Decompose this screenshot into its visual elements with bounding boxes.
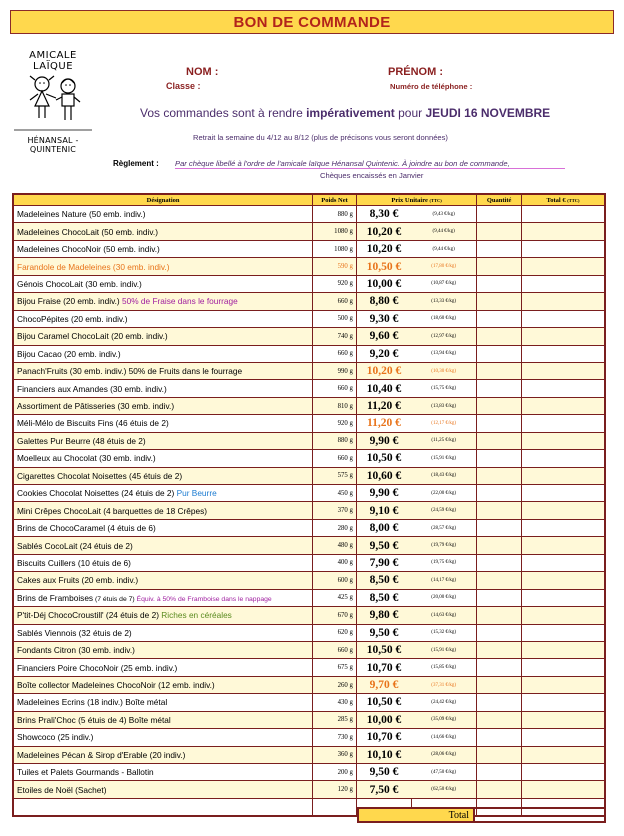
table-row [13,397,605,414]
line-total-cell[interactable] [522,746,605,763]
line-total-cell[interactable] [522,467,605,484]
product-name: Madeleines Nature (50 emb. indiv.) [13,206,313,223]
product-name: Assortiment de Pâtisseries (30 emb. indiv.) [13,397,313,414]
product-name: Fondants Citron (30 emb. indiv.) [13,641,313,658]
table-row [13,711,605,728]
line-total-cell[interactable] [522,519,605,536]
unit-price: 10,70 € [356,729,411,746]
unit-price: 8,50 € [356,589,411,606]
product-weight: 480 g [313,537,357,554]
product-name: Boîte collector Madeleines ChocoNoir (12 emb. indiv.) [13,676,313,693]
quantity-cell[interactable] [477,397,522,414]
product-weight: 1080 g [313,223,357,240]
quantity-cell[interactable] [477,415,522,432]
line-total-cell[interactable] [522,415,605,432]
pickup-info: Retrait la semaine du 4/12 au 8/12 (plus de précisons vous seront données) [193,133,448,142]
classe-label: Classe : [166,81,201,91]
line-total-cell[interactable] [522,607,605,624]
table-row [13,362,605,379]
unit-price: 9,50 € [356,537,411,554]
unit-price: 9,80 € [356,607,411,624]
product-name: Brins de Framboises (7 étuis de 7) Équiv. à 50% de Framboise dans le nappage [13,589,313,606]
product-name: Madeleines ChocoNoir (50 emb. indiv.) [13,240,313,257]
product-name: Cakes aux Fruits (20 emb. indiv.) [13,572,313,589]
price-per-kg: (15,32 €/kg) [411,624,477,641]
unit-price: 11,20 € [356,397,411,414]
product-weight: 730 g [313,729,357,746]
product-name: Financiers Poire ChocoNoir (25 emb. indiv.) [13,659,313,676]
price-per-kg: (15,85 €/kg) [411,659,477,676]
price-per-kg: (47,50 €/kg) [411,764,477,781]
product-weight: 660 g [313,293,357,310]
product-weight: 370 g [313,502,357,519]
product-name: Biscuits Cuillers (10 étuis de 6) [13,554,313,571]
unit-price: 10,70 € [356,659,411,676]
product-weight: 120 g [313,781,357,798]
product-weight: 425 g [313,589,357,606]
product-weight: 200 g [313,764,357,781]
price-per-kg: (13,33 €/kg) [411,293,477,310]
product-name: Brins Prali'Choc (5 étuis de 4) Boîte métal [13,711,313,728]
quantity-cell[interactable] [477,519,522,536]
line-total-cell[interactable] [522,624,605,641]
col-poids: Poids Net [313,194,357,206]
unit-price: 7,50 € [356,781,411,798]
product-weight: 620 g [313,624,357,641]
notice-text-2: pour [394,106,426,120]
notice-text-1: Vos commandes sont à rendre [140,106,307,120]
product-name: Panach'Fruits (30 emb. indiv.) 50% de Fruits dans le fourrage [13,362,313,379]
product-weight: 660 g [313,450,357,467]
col-total: Total € (TTC) [522,194,605,206]
line-total-cell[interactable] [522,240,605,257]
product-name: ChocoPépites (20 emb. indiv.) [13,310,313,327]
unit-price: 10,50 € [356,258,411,275]
table-row [13,746,605,763]
price-per-kg: (18,43 €/kg) [411,467,477,484]
line-total-cell[interactable] [522,729,605,746]
table-header [13,194,605,206]
line-total-cell[interactable] [522,485,605,502]
line-total-cell[interactable] [522,275,605,292]
line-total-cell[interactable] [522,502,605,519]
product-weight: 280 g [313,519,357,536]
price-per-kg: (35,09 €/kg) [411,711,477,728]
product-weight: 285 g [313,711,357,728]
line-total-cell[interactable] [522,764,605,781]
price-per-kg: (28,57 €/kg) [411,519,477,536]
quantity-cell[interactable] [477,450,522,467]
col-designation: Désignation [13,194,313,206]
quantity-cell[interactable] [477,746,522,763]
quantity-cell[interactable] [477,729,522,746]
table-row [13,572,605,589]
price-per-kg: (14,66 €/kg) [411,729,477,746]
telephone-label: Numéro de téléphone : [390,82,473,91]
quantity-cell[interactable] [477,380,522,397]
col-prix: Prix Unitaire (TTC) [356,194,476,206]
quantity-cell[interactable] [477,432,522,449]
table-row [13,537,605,554]
product-name: Génois ChocoLait (30 emb. indiv.) [13,275,313,292]
line-total-cell[interactable] [522,432,605,449]
line-total-cell[interactable] [522,310,605,327]
unit-price: 10,50 € [356,450,411,467]
table-row [13,293,605,310]
price-per-kg: (28,06 €/kg) [411,746,477,763]
product-name: Showcoco (25 indiv.) [13,729,313,746]
price-per-kg: (19,75 €/kg) [411,554,477,571]
line-total-cell[interactable] [522,345,605,362]
table-row [13,502,605,519]
product-weight: 670 g [313,607,357,624]
line-total-cell[interactable] [522,397,605,414]
product-weight: 1080 g [313,240,357,257]
table-row [13,554,605,571]
quantity-cell[interactable] [477,293,522,310]
quantity-cell[interactable] [477,641,522,658]
product-name: Sablés CocoLait (24 étuis de 2) [13,537,313,554]
price-per-kg: (15,75 €/kg) [411,380,477,397]
unit-price: 9,50 € [356,764,411,781]
quantity-cell[interactable] [477,624,522,641]
quantity-cell[interactable] [477,310,522,327]
line-total-cell[interactable] [522,781,605,798]
unit-price: 8,00 € [356,519,411,536]
quantity-cell[interactable] [477,362,522,379]
line-total-cell[interactable] [522,694,605,711]
table-row [13,275,605,292]
table-row [13,519,605,536]
price-per-kg: (18,60 €/kg) [411,310,477,327]
unit-price: 8,80 € [356,293,411,310]
product-weight: 590 g [313,258,357,275]
product-weight: 260 g [313,676,357,693]
unit-price: 9,50 € [356,624,411,641]
payment-label: Règlement : [113,159,159,168]
table-row [13,624,605,641]
line-total-cell[interactable] [522,293,605,310]
notice-emphasis: impérativement [306,106,395,120]
product-name: Madeleines Ecrins (18 indiv.) Boîte métal [13,694,313,711]
product-weight: 450 g [313,485,357,502]
price-per-kg: (13,94 €/kg) [411,345,477,362]
payment-instructions: Par chèque libellé à l'ordre de l'amicale laïque Hénansal Quintenic. À joindre au bon de commande, [175,159,565,169]
unit-price: 10,20 € [356,240,411,257]
quantity-cell[interactable] [477,764,522,781]
quantity-cell[interactable] [477,781,522,798]
line-total-cell[interactable] [522,380,605,397]
quantity-cell[interactable] [477,485,522,502]
price-per-kg: (24,59 €/kg) [411,502,477,519]
unit-price: 9,60 € [356,328,411,345]
product-name: Tuiles et Palets Gourmands - Ballotin [13,764,313,781]
quantity-cell[interactable] [477,467,522,484]
product-name: Farandole de Madeleines (30 emb. indiv.) [13,258,313,275]
price-per-kg: (14,63 €/kg) [411,607,477,624]
line-total-cell[interactable] [522,328,605,345]
children-drawing-icon [10,50,96,140]
product-name: Moelleux au Chocolat (30 emb. indiv.) [13,450,313,467]
product-name: Cookies Chocolat Noisettes (24 étuis de 2) Pur Beurre [13,485,313,502]
quantity-cell[interactable] [477,223,522,240]
table-row [13,694,605,711]
unit-price: 10,20 € [356,223,411,240]
quantity-cell[interactable] [477,676,522,693]
product-name: Galettes Pur Beurre (48 étuis de 2) [13,432,313,449]
product-name: Bijou Cacao (20 emb. indiv.) [13,345,313,362]
table-row [13,764,605,781]
quantity-cell[interactable] [477,554,522,571]
table-row [13,258,605,275]
unit-price: 8,50 € [356,572,411,589]
table-row [13,589,605,606]
price-per-kg: (10,30 €/kg) [411,362,477,379]
quantity-cell[interactable] [477,258,522,275]
quantity-cell[interactable] [477,502,522,519]
product-weight: 500 g [313,310,357,327]
table-row [13,328,605,345]
line-total-cell[interactable] [522,711,605,728]
table-row [13,676,605,693]
quantity-cell[interactable] [477,345,522,362]
prenom-label: PRÉNOM : [388,66,443,78]
price-per-kg: (13,83 €/kg) [411,397,477,414]
unit-price: 10,50 € [356,641,411,658]
table-row [13,240,605,257]
quantity-cell[interactable] [477,659,522,676]
quantity-cell[interactable] [477,589,522,606]
line-total-cell[interactable] [522,537,605,554]
quantity-cell[interactable] [477,206,522,223]
line-total-cell[interactable] [522,676,605,693]
unit-price: 9,90 € [356,432,411,449]
price-per-kg: (62,50 €/kg) [411,781,477,798]
unit-price: 10,20 € [356,362,411,379]
table-row [13,415,605,432]
product-name: Mini Crêpes ChocoLait (4 barquettes de 18 Crêpes) [13,502,313,519]
logo-bottom-text: HÉNANSAL - QUINTENIC [27,136,79,154]
unit-price: 10,10 € [356,746,411,763]
order-form-title [10,10,614,34]
quantity-cell[interactable] [477,537,522,554]
product-name: Brins de ChocoCaramel (4 étuis de 6) [13,519,313,536]
product-weight: 880 g [313,432,357,449]
col-quantite: Quantité [477,194,522,206]
quantity-cell[interactable] [477,572,522,589]
payment-cashing-note: Chèques encaissés en Janvier [320,171,424,180]
price-per-kg: (15,91 €/kg) [411,641,477,658]
quantity-cell[interactable] [477,694,522,711]
notice-date: JEUDI 16 NOVEMBRE [425,106,551,120]
table-row [13,659,605,676]
line-total-cell[interactable] [522,572,605,589]
price-per-kg: (20,00 €/kg) [411,589,477,606]
unit-price: 11,20 € [356,415,411,432]
table-row [13,432,605,449]
product-weight: 920 g [313,275,357,292]
title-text: BON DE COMMANDE [233,13,391,31]
unit-price: 10,00 € [356,275,411,292]
price-per-kg: (15,91 €/kg) [411,450,477,467]
table-row [13,345,605,362]
line-total-cell[interactable] [522,554,605,571]
product-weight: 660 g [313,345,357,362]
product-name: Cigarettes Chocolat Noisettes (45 étuis de 2) [13,467,313,484]
line-total-cell[interactable] [522,659,605,676]
empty-cell [13,798,313,816]
unit-price: 10,60 € [356,467,411,484]
unit-price: 10,50 € [356,694,411,711]
product-weight: 430 g [313,694,357,711]
product-name: Bijou Caramel ChocoLait (20 emb. indiv.) [13,328,313,345]
table-row [13,641,605,658]
product-weight: 920 g [313,415,357,432]
table-row [13,206,605,223]
product-name: Madeleines ChocoLait (50 emb. indiv.) [13,223,313,240]
price-per-kg: (9,44 €/kg) [411,223,477,240]
product-name: Etoiles de Noël (Sachet) [13,781,313,798]
unit-price: 9,70 € [356,676,411,693]
price-per-kg: (17,80 €/kg) [411,258,477,275]
total-row [357,807,606,823]
line-total-cell[interactable] [522,223,605,240]
table-row [13,781,605,798]
unit-price: 9,20 € [356,345,411,362]
line-total-cell[interactable] [522,641,605,658]
table-row [13,223,605,240]
quantity-cell[interactable] [477,607,522,624]
price-per-kg: (22,00 €/kg) [411,485,477,502]
price-per-kg: (37,31 €/kg) [411,676,477,693]
product-name: Méli-Mélo de Biscuits Fins (46 étuis de 2) [13,415,313,432]
product-weight: 660 g [313,641,357,658]
empty-cell [313,798,357,816]
product-name: Madeleines Pécan & Sirop d'Erable (20 indiv.) [13,746,313,763]
product-weight: 600 g [313,572,357,589]
deadline-notice [140,106,550,120]
product-name: P'tit-Déj ChocoCroustill' (24 étuis de 2) Riches en céréales [13,607,313,624]
order-table [12,193,606,817]
price-per-kg: (9,44 €/kg) [411,240,477,257]
line-total-cell[interactable] [522,589,605,606]
unit-price: 10,00 € [356,711,411,728]
product-weight: 675 g [313,659,357,676]
table-row [13,729,605,746]
price-per-kg: (19,79 €/kg) [411,537,477,554]
line-total-cell[interactable] [522,362,605,379]
table-row [13,607,605,624]
product-weight: 360 g [313,746,357,763]
product-name: Bijou Fraise (20 emb. indiv.) 50% de Fraise dans le fourrage [13,293,313,310]
table-row [13,485,605,502]
nom-label: NOM : [186,66,219,78]
line-total-cell[interactable] [522,206,605,223]
quantity-cell[interactable] [477,328,522,345]
table-row [13,450,605,467]
unit-price: 9,90 € [356,485,411,502]
price-per-kg: (10,87 €/kg) [411,275,477,292]
amicale-logo [10,50,96,154]
price-per-kg: (9,43 €/kg) [411,206,477,223]
unit-price: 9,30 € [356,310,411,327]
product-weight: 575 g [313,467,357,484]
quantity-cell[interactable] [477,240,522,257]
logo-top-text: AMICALE LAÏQUE [29,50,77,72]
price-per-kg: (12,17 €/kg) [411,415,477,432]
table-row [13,467,605,484]
product-weight: 660 g [313,380,357,397]
line-total-cell[interactable] [522,450,605,467]
price-per-kg: (24,42 €/kg) [411,694,477,711]
price-per-kg: (14,17 €/kg) [411,572,477,589]
unit-price: 10,40 € [356,380,411,397]
line-total-cell[interactable] [522,258,605,275]
unit-price: 8,30 € [356,206,411,223]
table-row [13,380,605,397]
product-name: Financiers aux Amandes (30 emb. indiv.) [13,380,313,397]
total-value-cell[interactable] [475,807,606,823]
product-weight: 990 g [313,362,357,379]
product-name: Sablés Viennois (32 étuis de 2) [13,624,313,641]
quantity-cell[interactable] [477,275,522,292]
quantity-cell[interactable] [477,711,522,728]
product-weight: 740 g [313,328,357,345]
price-per-kg: (11,25 €/kg) [411,432,477,449]
unit-price: 9,10 € [356,502,411,519]
total-label: Total [357,807,475,823]
product-weight: 810 g [313,397,357,414]
product-weight: 400 g [313,554,357,571]
unit-price: 7,90 € [356,554,411,571]
price-per-kg: (12,97 €/kg) [411,328,477,345]
product-weight: 880 g [313,206,357,223]
table-row [13,310,605,327]
